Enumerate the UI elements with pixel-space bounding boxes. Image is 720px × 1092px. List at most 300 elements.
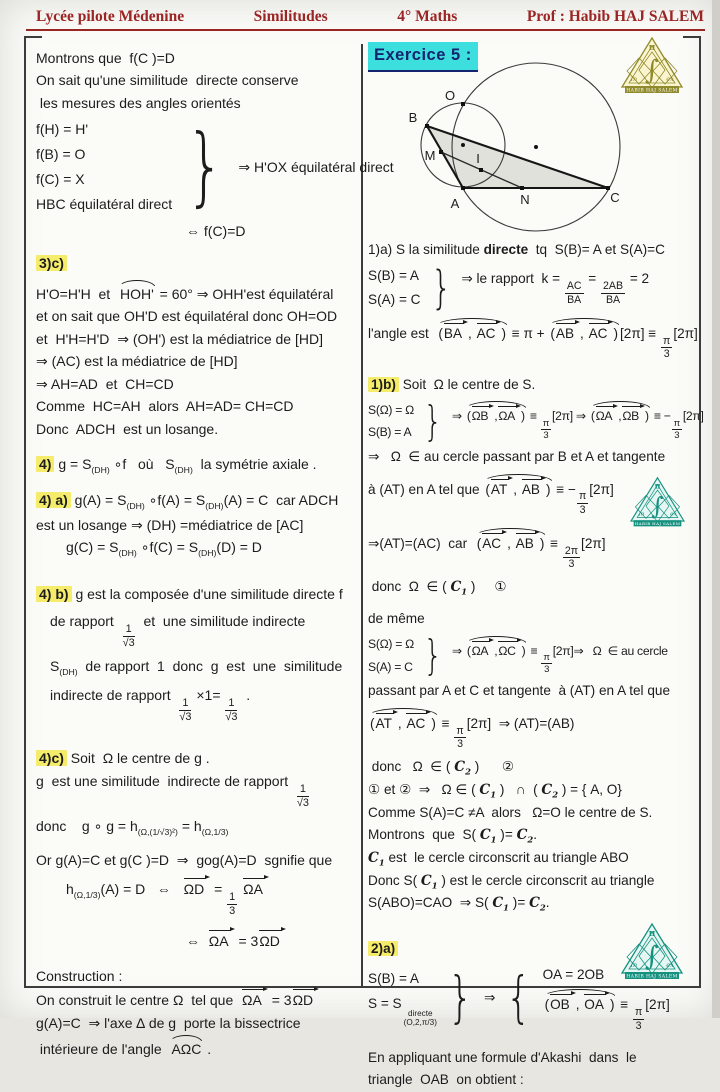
text: ≡ — [616, 997, 632, 1013]
text: S(A) = C — [368, 292, 421, 308]
vector: ΩD — [292, 988, 320, 1011]
text: [2π] — [589, 481, 614, 497]
teacher-stamp-logo — [620, 36, 684, 96]
paragraph — [36, 966, 360, 987]
text: la symétrie axiale . — [192, 455, 317, 472]
center-dot-large-circle — [534, 145, 538, 149]
logo-ex: ex — [666, 75, 674, 83]
vector: AB — [521, 478, 546, 500]
brace: } — [430, 261, 452, 315]
math-line — [461, 269, 649, 306]
text: passant par A et C et tangente à (AT) en A tel que — [368, 683, 671, 699]
vector: AB — [555, 322, 580, 344]
text: Comme S(A)=C ≠A alors Ω=O le centre de S. — [368, 804, 653, 820]
math-line — [36, 119, 172, 140]
group-column — [484, 987, 495, 1010]
teacher-stamp-logo — [620, 922, 684, 982]
text: (D) = D — [216, 539, 262, 556]
subscript: 1 — [378, 857, 385, 868]
group-column — [36, 118, 172, 217]
text: , — [494, 409, 498, 424]
text: ( — [370, 715, 375, 731]
text: . — [533, 826, 538, 842]
equation-group — [368, 261, 698, 315]
numerator: 2π — [564, 544, 579, 557]
label-C: C — [610, 190, 620, 205]
paragraph — [368, 681, 698, 701]
point-i — [479, 168, 483, 172]
denominator: 3 — [579, 504, 586, 517]
subscript: 1 — [490, 834, 497, 845]
subscript: 1 — [431, 880, 438, 891]
paragraph — [36, 771, 360, 810]
denominator: √3 — [179, 711, 192, 724]
text: ≡ − — [650, 409, 671, 424]
paragraph — [368, 803, 698, 823]
center-dot-small-circle — [461, 143, 465, 147]
text: ⇔ — [186, 932, 208, 949]
math-line — [368, 423, 414, 441]
fraction — [563, 545, 580, 571]
text: ≡ π + — [508, 325, 549, 341]
paragraph — [36, 306, 360, 327]
subscript: 2 — [465, 766, 471, 777]
fraction — [672, 418, 682, 442]
section-label: 3)c) — [36, 255, 67, 271]
text: ∘f(C) = S — [136, 539, 199, 556]
overarc — [475, 528, 547, 554]
point-b — [425, 124, 429, 128]
text: intérieure de l'angle — [36, 1041, 170, 1058]
text: indirecte de rapport — [50, 687, 179, 703]
text: est le cercle circonscrit au triangle ABO — [384, 849, 629, 865]
denominator: √3 — [296, 796, 309, 809]
denominator: 3 — [457, 738, 463, 751]
vector: ΩA — [242, 877, 269, 900]
paragraph — [36, 70, 360, 91]
numerator: π — [578, 490, 587, 503]
text: h — [66, 880, 74, 897]
fraction — [225, 697, 237, 724]
text: [2π]⇒ Ω ∈ au cercle — [552, 643, 668, 658]
numerator: 1 — [123, 623, 135, 637]
sup-row: directe — [408, 1008, 433, 1018]
subscript: (DH) — [126, 501, 145, 512]
text: ( — [476, 535, 482, 551]
fraction — [123, 623, 135, 650]
teacher-stamp-logo — [629, 476, 686, 529]
text: . — [545, 895, 550, 911]
numerator: 1 — [297, 783, 309, 797]
circle-set-name: $C_1$ — [368, 849, 385, 868]
logo-ln: ln — [630, 75, 638, 83]
numerator: π — [543, 651, 550, 663]
paragraph — [36, 454, 360, 477]
denominator: 3 — [543, 429, 549, 441]
text: ) = { A, O} — [558, 781, 622, 797]
vector: AT — [375, 712, 398, 734]
text: (A) = C car ADCH — [223, 492, 339, 509]
paragraph — [368, 1070, 698, 1090]
paragraph — [36, 515, 360, 536]
overarc — [368, 708, 438, 734]
text: , — [507, 535, 515, 551]
subscript: 2 — [539, 903, 546, 914]
circle-set-name: $C_1$ — [479, 781, 497, 800]
numerator: 2AB — [603, 280, 624, 293]
text: ( — [485, 481, 490, 497]
paragraph — [368, 375, 698, 395]
text: ( — [590, 409, 595, 424]
subscript: (Ω,1/3) — [201, 826, 229, 837]
label-B: B — [408, 110, 418, 125]
subscript: (DH) — [205, 501, 224, 512]
text: = 3 — [234, 932, 259, 949]
subscript: (Ω,(1/√3)²) — [137, 826, 178, 837]
denominator: 3 — [568, 558, 575, 571]
vector: AC — [588, 322, 614, 344]
header-school: Lycée pilote Médenine — [36, 8, 185, 25]
text: ≡ — [437, 715, 454, 731]
text: S(B) = A — [368, 971, 419, 987]
sub-row: (O,2,π/3) — [403, 1017, 437, 1027]
paragraph — [368, 757, 698, 778]
denominator: √3 — [225, 711, 238, 724]
fraction — [577, 490, 588, 516]
text: AΩC — [171, 1041, 202, 1058]
text: ≡ − — [552, 481, 576, 497]
circle-set-name: $C_1$ — [450, 579, 468, 597]
text: , — [513, 481, 521, 497]
circle-set-name: $C_1$ — [492, 895, 510, 914]
text: g = S — [54, 455, 92, 472]
text: [2π] — [673, 325, 698, 341]
point-n — [520, 186, 524, 190]
header-underline — [26, 29, 705, 31]
vector: ΩB — [621, 405, 645, 425]
denominator: BA — [605, 293, 621, 306]
group-column — [368, 634, 414, 678]
text: S(B) = A — [368, 267, 419, 283]
text: , — [575, 997, 584, 1013]
group-column — [452, 634, 668, 677]
text: = 2 — [626, 271, 650, 287]
vector: ΩC — [497, 640, 521, 660]
subscript: 1 — [461, 586, 468, 597]
logo-banner-text: HABIB HAJ SALEM — [626, 88, 678, 94]
text: ) — [431, 715, 436, 731]
text: f(H) = H' — [36, 121, 89, 137]
numerator: 1 — [225, 697, 237, 711]
photo-edge — [712, 0, 720, 1018]
paragraph — [36, 329, 360, 350]
paragraph — [50, 685, 360, 724]
text: [2π] ⇒ — [552, 409, 589, 424]
text: donc g ∘ g = h — [36, 817, 138, 834]
text: = 60° ⇒ OHH'est équilatéral — [155, 285, 334, 302]
text: HOH' — [119, 285, 154, 302]
fraction — [633, 1006, 644, 1032]
subscript: (DH) — [174, 464, 193, 475]
vector: AT — [490, 478, 513, 500]
text: ≡ — [527, 643, 541, 658]
equation-group — [368, 396, 704, 445]
denominator: 3 — [663, 348, 670, 361]
circle-set-name: $C_2$ — [529, 895, 546, 914]
label-I: I — [476, 151, 480, 166]
denominator: 3 — [674, 429, 680, 441]
text: ) — [609, 997, 615, 1013]
numerator: π — [663, 334, 671, 347]
text: de rapport — [50, 612, 122, 629]
text: )= — [509, 895, 530, 911]
header-prof: Prof : Habib HAJ SALEM — [526, 8, 704, 25]
paragraph — [66, 537, 360, 560]
text: ) est le cercle circonscrit au triangle — [437, 872, 655, 888]
text: ( — [466, 643, 471, 658]
text: ⇒ — [484, 990, 496, 1006]
vector: AB — [515, 532, 540, 554]
circle-set-name: $C_2$ — [541, 781, 559, 800]
logo-ex: ex — [670, 511, 677, 518]
text: S = S — [368, 995, 402, 1011]
section-label: 1)b) — [368, 377, 399, 392]
numerator: π — [673, 417, 680, 429]
text: On sait qu'une similitude directe conserve — [36, 72, 299, 88]
text: g(C) = S — [66, 539, 119, 556]
denominator: BA — [567, 293, 582, 306]
overarc — [543, 989, 617, 1015]
text: On construit le centre Ω tel que — [36, 992, 242, 1009]
point-a — [461, 186, 465, 190]
text: ∘f(A) = S — [144, 492, 206, 509]
paragraph — [368, 240, 698, 260]
fraction — [297, 783, 309, 810]
subscript: 1 — [503, 903, 510, 914]
circle-set-name: $C_2$ — [516, 826, 534, 845]
text: ) ① — [467, 579, 507, 595]
text: )= — [496, 826, 517, 842]
paragraph — [186, 929, 360, 952]
vector: ΩD — [183, 877, 211, 900]
text: f(C) = X — [36, 171, 85, 187]
math-line — [452, 401, 704, 441]
vector: BA — [443, 322, 468, 344]
paragraph — [36, 374, 360, 395]
math-line — [452, 636, 668, 676]
paragraph — [36, 988, 360, 1011]
text: l'angle est — [368, 325, 437, 341]
vector: ΩA — [471, 640, 495, 660]
stacked-script — [404, 1010, 437, 1028]
text: ) — [521, 409, 525, 424]
circle-set-name: $C_1$ — [479, 826, 497, 845]
text: , — [397, 715, 406, 731]
section-label: 4)c) — [36, 750, 67, 766]
bold-text: directe — [483, 241, 529, 257]
text: . — [238, 687, 251, 703]
text: S(Ω) = Ω — [368, 637, 414, 652]
numerator: π — [456, 724, 464, 737]
vector: AC — [476, 322, 502, 344]
text: g est la composée d'une similitude directe f — [71, 585, 343, 602]
text: [2π] — [645, 997, 670, 1013]
logo-ex: ex — [666, 961, 674, 969]
brace: } — [185, 116, 225, 216]
label-M: M — [424, 148, 436, 163]
paragraph — [36, 48, 360, 69]
paragraph — [36, 253, 360, 274]
paragraph — [36, 280, 360, 305]
paragraph — [36, 419, 360, 440]
numerator: AC — [566, 280, 582, 293]
paragraph — [368, 447, 698, 467]
paragraph — [36, 584, 360, 605]
text: Soit Ω le centre de g . — [66, 750, 210, 767]
logo-pi: π — [648, 929, 656, 939]
text: ⇒ — [451, 409, 465, 424]
vector: ΩD — [258, 929, 286, 952]
text: ) — [545, 481, 551, 497]
text: , — [468, 325, 476, 341]
text: les mesures des angles orientés — [36, 94, 241, 111]
text: [2π] ≡ — [620, 325, 660, 341]
point-m — [439, 150, 443, 154]
text: est un losange ⇒ (DH) =médiatrice de [AC] — [36, 516, 304, 533]
paragraph — [36, 1035, 360, 1060]
group-column — [461, 268, 649, 308]
paragraph — [50, 611, 360, 650]
text: ) — [521, 643, 526, 658]
math-line — [368, 401, 414, 419]
subscript: (DH) — [118, 547, 137, 558]
paragraph — [36, 1013, 360, 1034]
paragraph — [36, 816, 360, 839]
logo-integral-icon: ∫ — [651, 491, 664, 520]
circle-set-name: $C_2$ — [454, 759, 471, 777]
fraction — [661, 335, 672, 361]
vector: OA — [583, 993, 610, 1015]
label-N: N — [520, 192, 530, 207]
denominator: 3 — [229, 904, 236, 917]
text: ) — [613, 325, 619, 341]
math-line — [36, 144, 172, 165]
numerator: π — [542, 417, 550, 429]
text: Donc S( — [368, 872, 421, 888]
text: ⇒ Ω ∈ au cercle passant par B et A et tangente — [368, 449, 666, 465]
text: S(A) = C — [368, 659, 413, 674]
text: Montrons que f(C )=D — [36, 49, 175, 66]
paragraph — [368, 780, 698, 801]
text: f(B) = O — [36, 146, 86, 162]
text: et on sait que OH'D est équilatéral donc OH=OD — [36, 308, 338, 324]
brace: { — [506, 965, 532, 1030]
vector: ΩA — [497, 405, 521, 425]
equation-group — [368, 630, 698, 679]
section-label: 2)a) — [368, 941, 398, 956]
text: ) ∩ ( — [496, 781, 542, 797]
logo-pi: π — [648, 43, 656, 53]
text: ) ② — [470, 759, 515, 775]
paragraph — [368, 871, 698, 892]
paragraph — [368, 893, 698, 914]
subscript: (Ω,1/3) — [73, 889, 101, 900]
brace: } — [447, 965, 474, 1030]
subscript: (DH) — [59, 666, 78, 677]
text: de même — [368, 611, 425, 627]
text: , — [580, 325, 588, 341]
text: g(A) = S — [70, 492, 127, 509]
paragraph — [36, 748, 360, 769]
paragraph — [36, 490, 360, 513]
text: Soit Ω le centre de S. — [398, 377, 536, 393]
point-o — [461, 102, 465, 106]
paragraph — [36, 396, 360, 417]
logo-integral-icon: ∫ — [644, 55, 660, 86]
text: [2π] ⇒ (AT)=(AB) — [466, 715, 575, 731]
text: et une similitude indirecte — [135, 612, 306, 629]
frame-corner-top-left — [24, 36, 42, 38]
numerator: 1 — [179, 697, 191, 711]
math-line — [36, 169, 172, 190]
paragraph — [368, 708, 698, 751]
text: ) — [645, 409, 649, 424]
text: = — [210, 880, 227, 897]
fraction — [454, 725, 465, 751]
group-column — [452, 400, 704, 443]
text: ⇒ AH=AD et CH=CD — [36, 375, 174, 392]
header — [36, 8, 704, 26]
text: triangle OAB on obtient : — [368, 1071, 524, 1087]
subscript: 2 — [527, 834, 534, 845]
numerator: π — [634, 1005, 643, 1018]
math-line — [368, 635, 414, 653]
math-line — [368, 658, 414, 676]
text: Donc ADCH est un losange. — [36, 420, 219, 437]
text: ( — [438, 325, 443, 341]
overarc — [465, 636, 528, 660]
text: H'O=H'H et — [36, 285, 118, 302]
vector: ΩB — [471, 405, 495, 425]
text: ≡ — [546, 535, 562, 551]
paragraph — [368, 1048, 698, 1068]
text: ×1= — [192, 687, 225, 703]
text: ) — [501, 325, 506, 341]
paragraph — [368, 609, 698, 629]
section-label: 4) a) — [36, 492, 71, 508]
text: S(ABO)=CAO ⇒ S( — [368, 895, 493, 911]
subscript: 2 — [552, 789, 559, 800]
fraction — [541, 652, 551, 676]
brace: } — [423, 396, 443, 445]
logo-banner-text: HABIB HAJ SALEM — [626, 974, 678, 980]
fraction — [179, 697, 191, 724]
circle-set-name: $C_1$ — [420, 872, 438, 891]
text: ( — [466, 409, 471, 424]
text: ⇒(AT)=(AC) car — [368, 535, 475, 551]
text: = — [584, 271, 601, 287]
math-line — [368, 969, 437, 989]
numerator: 1 — [227, 891, 237, 905]
text: [2π] — [682, 409, 704, 424]
overarc — [169, 1035, 203, 1060]
math-line — [368, 266, 421, 286]
vector: ΩA — [208, 929, 235, 952]
fraction — [541, 418, 551, 442]
text: Montrons que S( — [368, 826, 480, 842]
group-column — [368, 264, 421, 312]
paragraph — [186, 221, 360, 242]
